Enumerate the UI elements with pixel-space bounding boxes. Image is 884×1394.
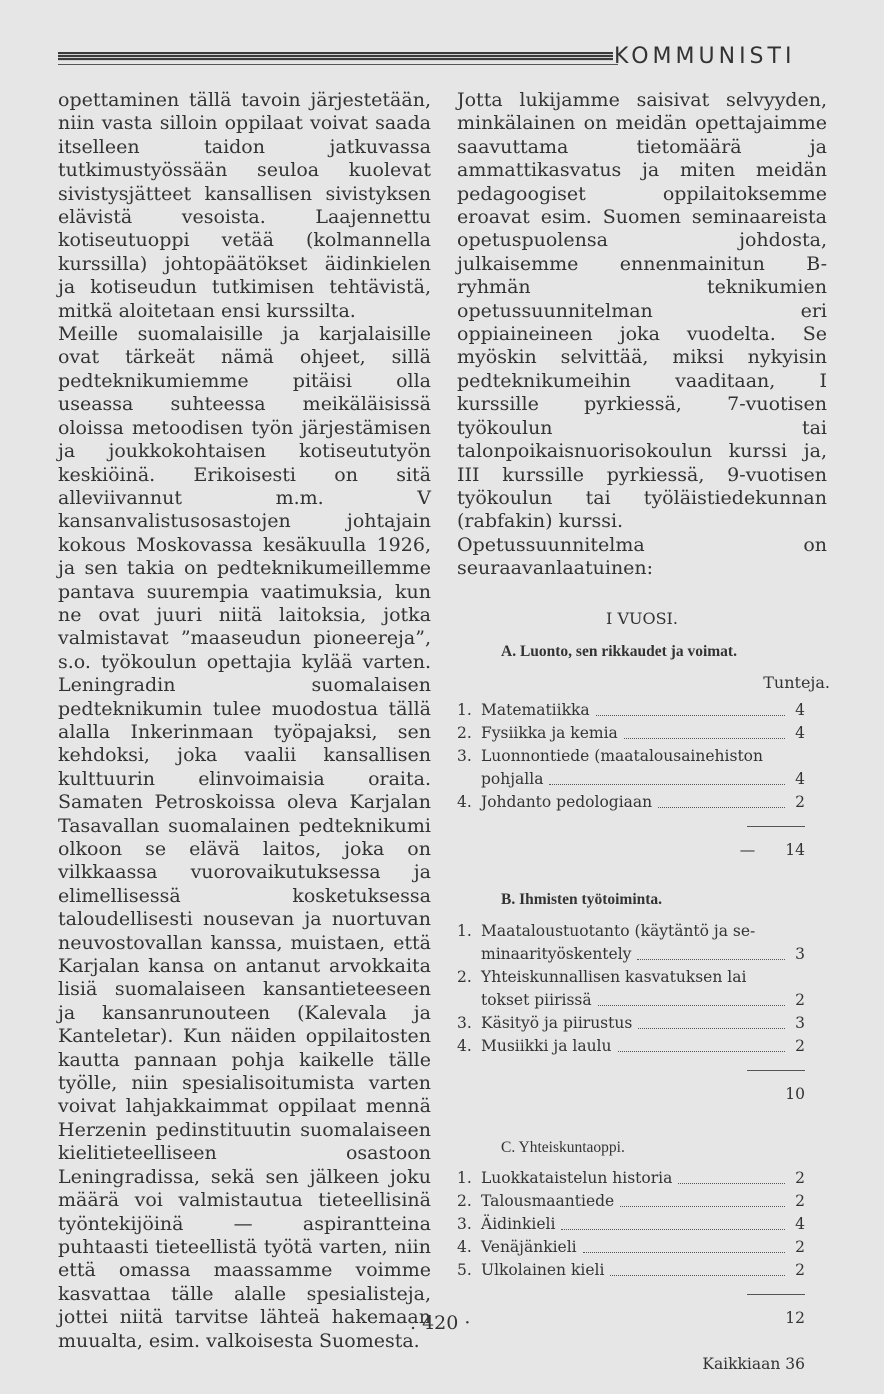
- curriculum-row: [457, 745, 827, 768]
- curriculum-row: [457, 1167, 827, 1190]
- row-label: Talousmaantiede: [481, 1192, 615, 1211]
- leader-dots: [638, 1028, 785, 1029]
- row-number: 2.: [457, 967, 472, 986]
- sum-value: 12: [785, 1309, 805, 1328]
- curriculum-row: [457, 722, 827, 745]
- row-label: Luokkataistelun historia: [481, 1169, 673, 1188]
- row-label-continued: minaarityöskentely: [481, 944, 632, 963]
- row-number: 4.: [457, 1036, 472, 1055]
- row-label: Käsityö ja piirustus: [481, 1013, 633, 1032]
- leader-dots: [678, 1183, 785, 1184]
- row-hours: 2: [795, 1261, 805, 1280]
- leader-dots: [658, 807, 785, 808]
- section-b-heading: B. Ihmisten työtoiminta.: [501, 891, 663, 909]
- row-label-continued: tokset piirissä: [481, 990, 592, 1009]
- journal-name: KOMMUNISTI: [614, 44, 796, 69]
- row-hours: 3: [795, 944, 805, 963]
- row-number: 3.: [457, 1013, 472, 1032]
- leader-dots: [620, 1206, 785, 1207]
- curriculum-row: [457, 1259, 827, 1282]
- curriculum-row: [457, 1012, 827, 1035]
- hours-label: Tunteja.: [763, 673, 830, 693]
- sum-value: 14: [785, 840, 805, 859]
- row-number: 1.: [457, 700, 472, 719]
- row-number: 3.: [457, 1215, 472, 1234]
- row-hours: 2: [795, 1192, 805, 1211]
- row-number: 1.: [457, 1169, 472, 1188]
- sum-value: 10: [785, 1084, 805, 1103]
- curriculum-row: [457, 966, 827, 989]
- curriculum-row: [457, 920, 827, 943]
- right-paragraph-1: Jotta lukijamme saisivat selvyyden, minkälainen on meidän opettajaimme saavuttama tietomäärä ja ammattikasvatus ja miten meidän pedagoogiset oppilaitoksemme eroavat esim. Suomen seminaareista opetuspuolensa johdosta, julkaisemme ennenmainitun B-ryhmän teknikumien opetussuunnitelman eri oppiaineineen joka vuodelta. Se myöskin selvittää, miksi nykyisin pedteknikumeihin vaaditaan, I kurssille pyrkiessä, 7-vuotisen työkoulun tai talonpoikaisnuorisokoulun kurssi ja, III kurssille pyrkiessä, 9-vuotisen työkoulun tai työläistiedekunnan (rabfakin) kurssi.: [457, 89, 827, 533]
- section-c-heading: C. Yhteiskuntaoppi.: [501, 1138, 625, 1156]
- leader-dots: [583, 1252, 785, 1253]
- row-label: Matematiikka: [481, 700, 590, 719]
- sum-rule: [747, 1294, 805, 1295]
- row-hours: 4: [795, 769, 805, 788]
- header-rule-thin: [58, 64, 618, 65]
- row-number: 5.: [457, 1261, 472, 1280]
- row-hours: 2: [795, 1036, 805, 1055]
- row-label: Fysiikka ja kemia: [481, 723, 618, 742]
- row-hours: 2: [795, 990, 805, 1009]
- row-label: Ulkolainen kieli: [481, 1261, 605, 1280]
- row-number: 1.: [457, 921, 472, 940]
- section-sum: [457, 1307, 805, 1330]
- row-hours: 4: [795, 723, 805, 742]
- leader-dots: [598, 1005, 785, 1006]
- row-number: 2.: [457, 723, 472, 742]
- row-hours: 2: [795, 1169, 805, 1188]
- sum-dash: —: [739, 840, 756, 859]
- right-column: [457, 89, 830, 1376]
- curriculum-row: [457, 1190, 827, 1213]
- row-label: Johdanto pedologiaan: [481, 792, 653, 811]
- leader-dots: [618, 1051, 786, 1052]
- leader-dots: [561, 1229, 785, 1230]
- header-rule: [58, 52, 613, 61]
- sum-rule: [747, 826, 805, 827]
- row-hours: 2: [795, 792, 805, 811]
- curriculum-row: [457, 791, 827, 814]
- row-number: 3.: [457, 746, 472, 765]
- row-hours: 3: [795, 1013, 805, 1032]
- left-column: [58, 89, 431, 1353]
- section-sum: [457, 839, 805, 862]
- leader-dots: [637, 959, 785, 960]
- row-label-continued: pohjalla: [481, 769, 544, 788]
- row-label: Äidinkieli: [481, 1215, 556, 1234]
- section-sum: [457, 1083, 805, 1106]
- row-label: Venäjänkieli: [481, 1238, 577, 1257]
- curriculum-row: [457, 1035, 827, 1058]
- row-label: Luonnontiede (maatalousainehiston: [481, 746, 763, 765]
- curriculum-row-continued: [457, 989, 827, 1012]
- row-label: Yhteiskunnallisen kasvatuksen lai: [481, 967, 747, 986]
- leader-dots: [549, 784, 785, 785]
- curriculum-row-continued: [457, 943, 827, 966]
- left-paragraph-1: opettaminen tällä tavoin järjestetään, niin vasta silloin oppilaat voivat saada itselleen taidon jatkuvassa tutkimustyössään seuloa kuolevat sivistysjätteet kansallisen sivistyksen elävistä vesoista. Laajennettu kotiseutuoppi vetää (kolmannella kurssilla) johtopäätökset äidinkielen ja kotiseudun tutkimisen tehtävistä, mitkä aloitetaan ensi kurssilta.: [58, 89, 431, 322]
- row-number: 2.: [457, 1192, 472, 1211]
- curriculum-row: [457, 1213, 827, 1236]
- row-label: Musiikki ja laulu: [481, 1036, 612, 1055]
- row-hours: 2: [795, 1238, 805, 1257]
- grand-total: Kaikkiaan 36: [702, 1354, 805, 1373]
- curriculum-row: [457, 699, 827, 722]
- row-label: Maataloustuotanto (käytäntö ja se-: [481, 921, 756, 940]
- leader-dots: [596, 715, 785, 716]
- page-number: . 420 ·: [410, 1312, 471, 1334]
- curriculum-row: [457, 1236, 827, 1259]
- sum-rule: [747, 1070, 805, 1071]
- curriculum-row-continued: [457, 768, 827, 791]
- section-a-heading: A. Luonto, sen rikkaudet ja voimat.: [501, 642, 737, 660]
- row-number: 4.: [457, 792, 472, 811]
- left-paragraph-2: Meille suomalaisille ja karjalaisille ovat tärkeät nämä ohjeet, sillä pedteknikumiemme pitäisi olla useassa suhteessa meikäläisissä oloissa metoodisen työn järjestämisen ja joukkokohtaisen kotiseututyön keskiöinä. Erikoisesti on sitä alleviivannut m.m. V kansanvalistusosastojen johtajain kokous Moskovassa kesäkuulla 1926, ja sen takia on pedteknikumeillemme pantava suurempia vaatimuksia, kun ne ovat juuri niitä laitoksia, jotka valmistavat ”maaseudun pioneereja”, s.o. työkoulun opettajia kylää varten. Leningradin suomalaisen pedteknikumin tulee muodostua tällä alalla Inkerinmaan työpajaksi, sen kehdoksi, joka vaalii kansallisen kulttuurin elinvoimaisia oraita. Samaten Petroskoissa oleva Karjalan Tasavallan suomalainen pedteknikumi olkoon se elävä laitos, joka on vilkkaassa vuorovaikutuksessa ja elimellisessä kosketuksessa taloudellisesti nousevan ja nuortuvan neuvostovallan kanssa, muistaen, että Karjalan kansa on antanut arvokkaita lisiä suomalaiseen kansantieteeseen ja kansanrunouteen (Kalevala ja Kanteletar). Kun näiden oppilaitosten kautta pannaan pohja kaikelle tälle työlle, niin spesialisoitumista varten voivat lahjakkaimmat oppilaat mennä Herzenin pedinstituutin suomalaiseen kielitieteelliseen osastoon Leningradissa, sekä sen jälkeen joku määrä voi valmistautua tieteellisinä työntekijöinä — aspirantteina puhtaasti tieteellistä työtä varten, niin että omassa maassamme voimme kasvattaa tälle alalle spesialisteja, jottei niitä tarvitse lähteä hakemaan muualta, esim. valkoisesta Suomesta.: [58, 323, 431, 1352]
- row-hours: 4: [795, 700, 805, 719]
- year-title: I VUOSI.: [606, 608, 678, 628]
- row-number: 4.: [457, 1238, 472, 1257]
- leader-dots: [610, 1275, 785, 1276]
- right-paragraph-2: Opetussuunnitelma on seuraavanlaatuinen:: [457, 533, 827, 580]
- row-hours: 4: [795, 1215, 805, 1234]
- leader-dots: [624, 738, 785, 739]
